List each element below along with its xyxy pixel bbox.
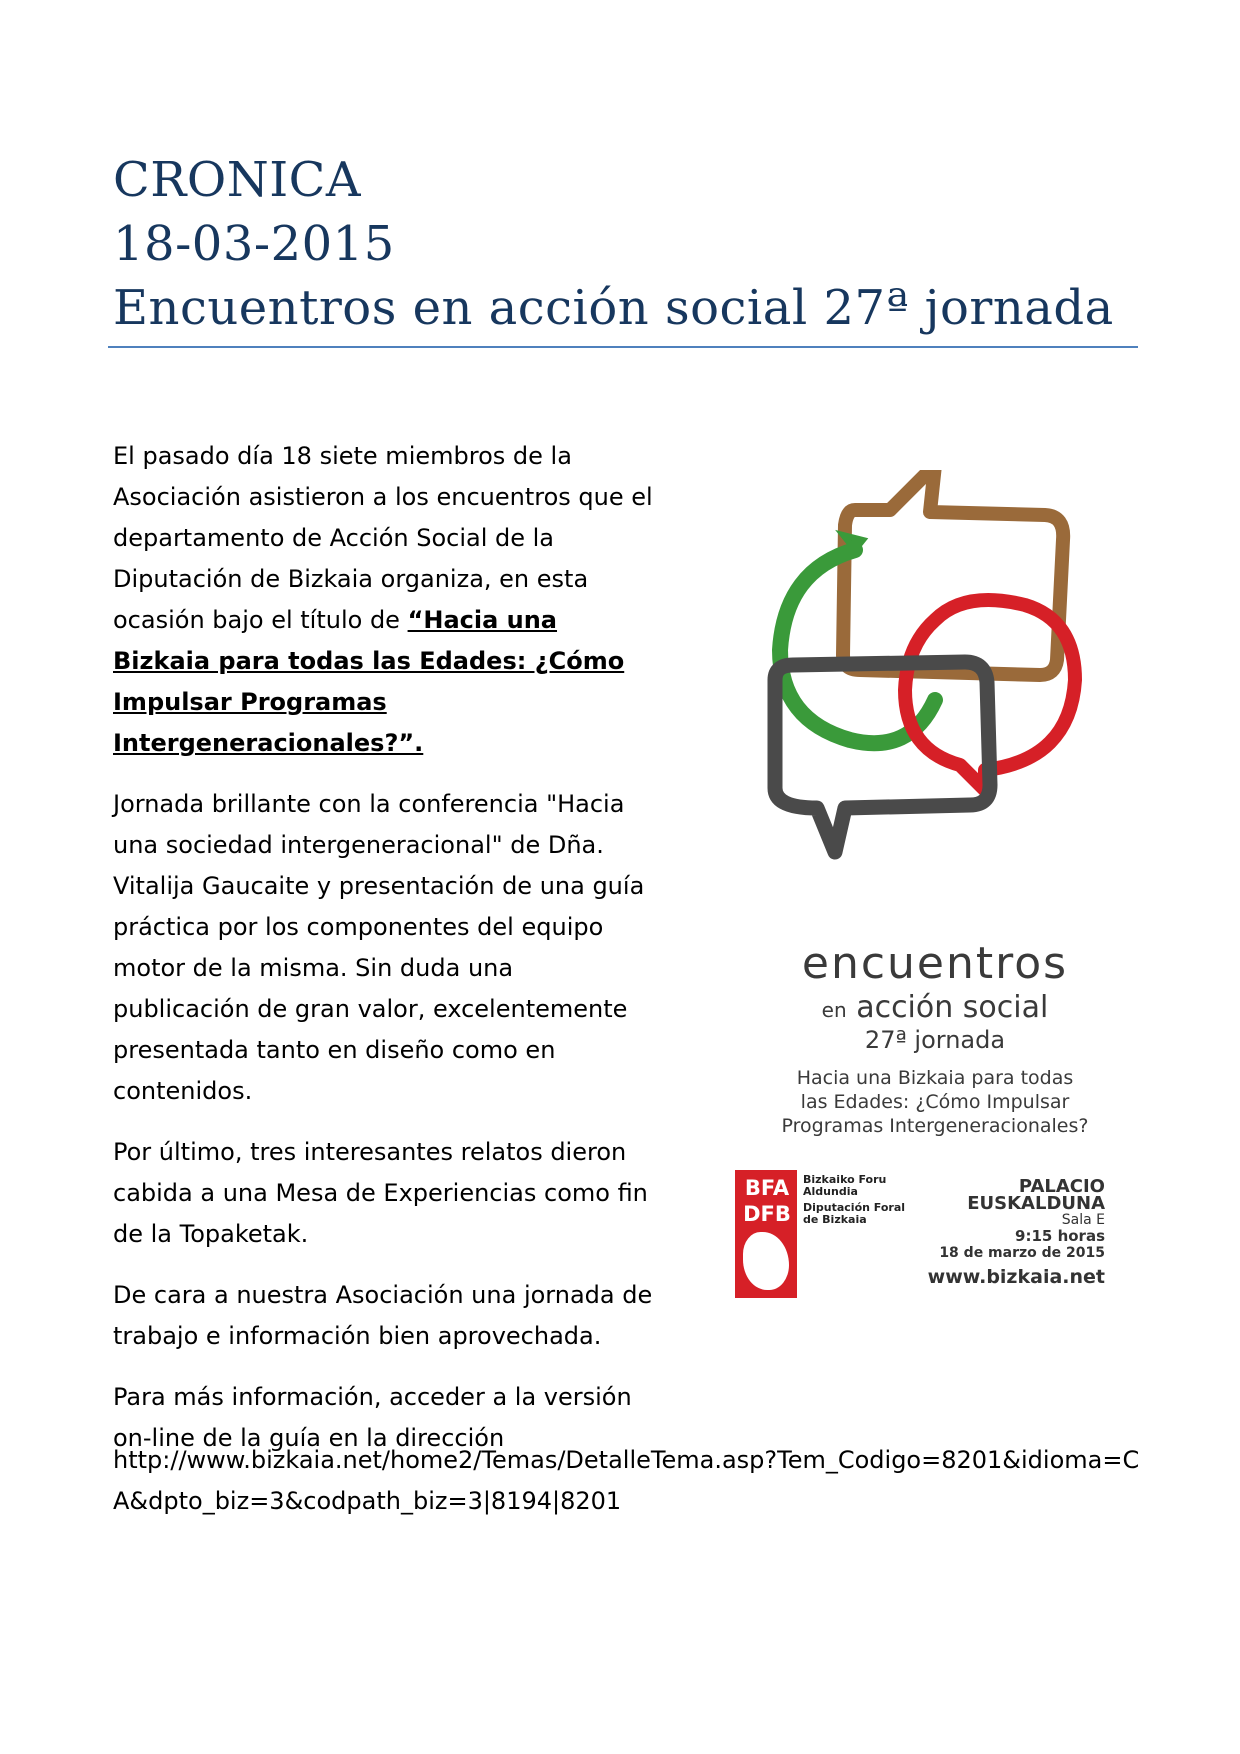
poster-subtitle xyxy=(735,1066,1135,1138)
logo-dfb: DFB xyxy=(743,1202,791,1226)
speech-bubbles-logo xyxy=(735,470,1135,930)
venue-room: Sala E xyxy=(1061,1212,1105,1228)
title-divider xyxy=(108,346,1138,348)
title-line-event: Encuentros en acción social 27ª jornada xyxy=(113,280,1114,336)
paragraph-more-info: Para más información, acceder a la versión on-line de la guía en la dirección xyxy=(113,1383,632,1452)
poster-title-accion-text: acción social xyxy=(856,990,1049,1025)
title-line-cronica: CRONICA xyxy=(113,152,362,208)
logo-label-spanish: Diputación Foral de Bizkaia xyxy=(803,1201,906,1226)
poster-title-encuentros: encuentros xyxy=(801,938,1069,989)
oak-leaf-icon xyxy=(743,1232,789,1290)
venue-info xyxy=(885,1178,1105,1290)
poster-subtitle-line3: Programas Intergeneracionales? xyxy=(781,1115,1089,1137)
poster-title-jornada: 27ª jornada xyxy=(864,1026,1006,1054)
venue-time: 9:15 horas xyxy=(1015,1227,1105,1245)
logo-bfa: BFA xyxy=(744,1176,790,1200)
venue-euskalduna: EUSKALDUNA xyxy=(967,1193,1105,1214)
logo-label-basque: Bizkaiko Foru Aldundia xyxy=(803,1173,887,1198)
venue-palacio: PALACIO xyxy=(1018,1176,1105,1197)
event-poster xyxy=(735,470,1135,1300)
venue-website: www.bizkaia.net xyxy=(927,1266,1105,1288)
event-title-link[interactable]: “Hacia una Bizkaia para todas las Edades: ¿Cómo Impulsar Programas Intergeneracionales?”. xyxy=(113,606,625,757)
poster-title-accion xyxy=(735,990,1135,1025)
paragraph-experiences: Por último, tres interesantes relatos dieron cabida a una Mesa de Experiencias como fin de la Topaketak. xyxy=(113,1138,648,1248)
title-line-date: 18-03-2015 xyxy=(113,216,395,272)
paragraph-conference: Jornada brillante con la conferencia "Hacia una sociedad intergeneracional" de Dña. Vitalija Gaucaite y presentación de una guía práctica por los componentes del equipo motor de la misma. Sin duda una publicación de gran valor, excelentemente presentada tanto en diseño como en contenidos. xyxy=(113,790,645,1105)
guide-url[interactable]: http://www.bizkaia.net/home2/Temas/DetalleTema.asp?Tem_Codigo=8201&idioma=CA&dpto_biz=3&codpath_biz=3|8194|8201 xyxy=(113,1446,1140,1515)
article-body xyxy=(113,436,653,1479)
paragraph-intro xyxy=(113,436,653,764)
poster-subtitle-line1: Hacia una Bizkaia para todas xyxy=(796,1067,1074,1089)
paragraph-association: De cara a nuestra Asociación una jornada de trabajo e información bien aprovechada. xyxy=(113,1281,653,1350)
venue-date: 18 de marzo de 2015 xyxy=(939,1245,1105,1261)
page-title xyxy=(113,148,1135,340)
brown-bubble-icon xyxy=(843,470,1063,675)
bfa-dfb-logo xyxy=(735,1170,797,1298)
gray-bubble-icon xyxy=(775,662,990,852)
poster-title-en: en xyxy=(821,998,847,1022)
intro-text: El pasado día 18 siete miembros de la Asociación asistieron a los encuentros que el departamento de Acción Social de la Diputación de Bizkaia organiza, en esta ocasión bajo el título de xyxy=(113,442,653,634)
poster-subtitle-line2: las Edades: ¿Cómo Impulsar xyxy=(800,1091,1070,1113)
